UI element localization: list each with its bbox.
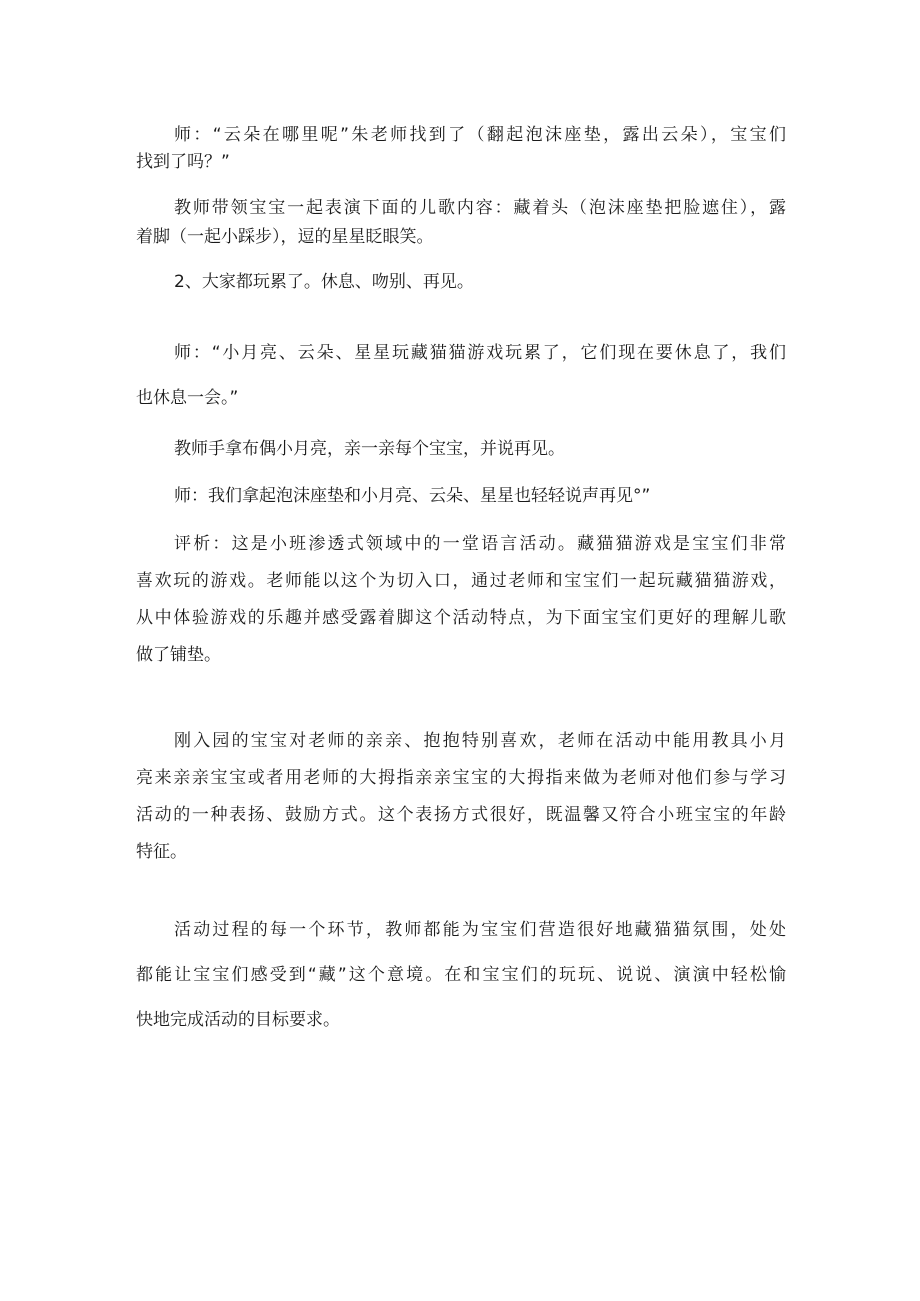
text-line: 师：“小月亮、云朵、星星玩藏猫猫游戏玩累了，它们现在要休息了，我们 (174, 343, 786, 363)
text-line: 着脚（一起小踩步），逗的星星眨眼笑。 (136, 227, 434, 247)
text-line: 师：“云朵在哪里呢”朱老师找到了（翻起泡沫座垫，露出云朵），宝宝们 (174, 125, 786, 145)
text-line: 快地完成活动的目标要求。 (136, 1010, 340, 1030)
text-line: 亮来亲亲宝宝或者用老师的大拇指亲亲宝宝的大拇指来做为老师对他们参与学习 (136, 768, 786, 788)
text-line: 都能让宝宝们感受到“藏”这个意境。在和宝宝们的玩玩、说说、演演中轻松愉 (136, 965, 786, 985)
paragraph-teacher-leads-performance (136, 198, 786, 247)
text-line: 2、大家都玩累了。休息、吻别、再见。 (174, 272, 474, 292)
text-line: 教师手拿布偶小月亮，亲一亲每个宝宝，并说再见。 (174, 439, 565, 459)
text-line: 刚入园的宝宝对老师的亲亲、抱抱特别喜欢，老师在活动中能用教具小月 (174, 731, 786, 751)
text-line: 从中体验游戏的乐趣并感受露着脚这个活动特点，为下面宝宝们更好的理解儿歌 (136, 608, 786, 628)
text-line: 喜欢玩的游戏。老师能以这个为切入口，通过老师和宝宝们一起玩藏猫猫游戏， (136, 571, 786, 591)
paragraph-teacher-say-goodbye (136, 486, 786, 506)
paragraph-teacher-cloud-question (136, 125, 786, 172)
text-line: 找到了吗？” (136, 152, 230, 172)
text-line: 活动的一种表扬、鼓励方式。这个表扬方式很好，既温馨又符合小班宝宝的年龄 (136, 805, 786, 825)
text-line: 特征。 (136, 842, 187, 862)
paragraph-analysis (136, 534, 786, 665)
paragraph-kiss-praise (136, 731, 786, 862)
paragraph-teacher-kiss-goodbye (136, 439, 786, 459)
paragraph-activity-process (136, 920, 786, 1030)
text-line: 评析：这是小班渗透式领域中的一堂语言活动。藏猫猫游戏是宝宝们非常 (174, 534, 786, 554)
text-line: 师：我们拿起泡沫座垫和小月亮、云朵、星星也轻轻说声再见°” (174, 486, 651, 506)
text-line: 教师带领宝宝一起表演下面的儿歌内容：藏着头（泡沫座垫把脸遮住），露 (174, 198, 786, 218)
section-heading-rest-goodbye (136, 272, 786, 292)
paragraph-teacher-rest-speech (136, 343, 786, 408)
text-line: 活动过程的每一个环节，教师都能为宝宝们营造很好地藏猫猫氛围，处处 (174, 920, 786, 940)
text-line: 做了铺垫。 (136, 645, 221, 665)
text-line: 也休息一会。” (136, 388, 239, 408)
